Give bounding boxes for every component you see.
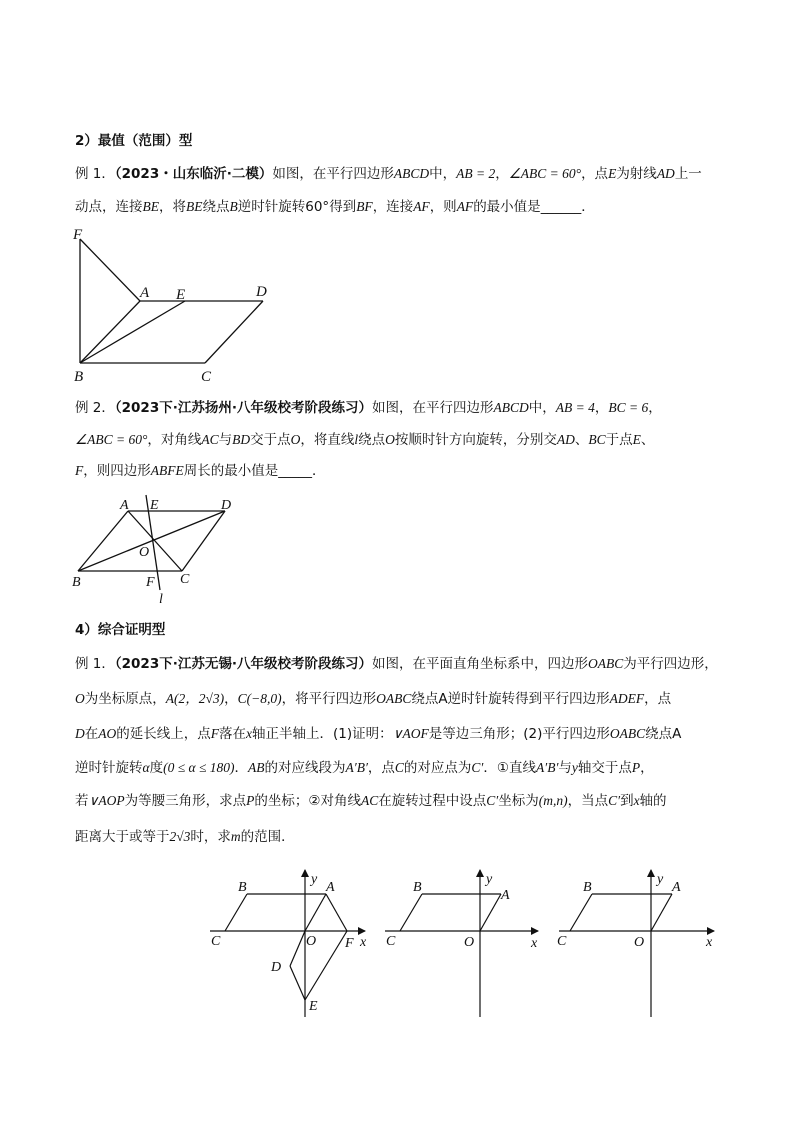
ex3-f1-seg-af bbox=[326, 894, 347, 931]
ex3-text: ，点 bbox=[367, 760, 395, 776]
ex2-o: O bbox=[385, 432, 395, 447]
ex3-text: ， bbox=[224, 691, 238, 707]
ex2-label: 例 2． bbox=[75, 400, 115, 416]
ex1-seg-ba bbox=[80, 301, 140, 363]
ex3-point-c: C(−8,0) bbox=[237, 691, 282, 706]
ex3-text: 落在 bbox=[219, 726, 246, 742]
ex3-text: 度 bbox=[149, 760, 164, 776]
ex1-af: AF bbox=[456, 199, 474, 214]
ex3-cp: C′ bbox=[608, 793, 621, 808]
ex1-line-1 bbox=[75, 164, 702, 184]
ex2-text: ，将直线 bbox=[300, 432, 355, 448]
ex2-seg-ac bbox=[128, 511, 182, 571]
ex1-b: B bbox=[229, 199, 238, 214]
ex3-text: 的坐标；②对角线 bbox=[254, 793, 361, 809]
ex2-text: 、 bbox=[640, 432, 655, 448]
ex3-f2-seg-bc bbox=[400, 894, 422, 931]
ex3-text: ，将平行四边形 bbox=[281, 691, 377, 707]
ex1-e: E bbox=[608, 166, 617, 181]
ex1-angle: ∠ABC = 60° bbox=[508, 166, 582, 181]
ex3-text: ，当点 bbox=[567, 793, 609, 809]
ex3-f1-label-d: D bbox=[271, 960, 282, 975]
ex1-text: 为射线 bbox=[616, 166, 657, 182]
ex3-f: F bbox=[210, 726, 219, 741]
ex2-label-f: F bbox=[146, 575, 155, 590]
ex1-text: 绕点 bbox=[202, 199, 230, 215]
ex3-text: ． bbox=[234, 760, 248, 776]
ex2-line-2 bbox=[75, 430, 654, 450]
ex3-text: 绕点A逆时针旋转得到平行四边形 bbox=[411, 691, 610, 707]
ex2-text: 如图，在平行四边形 bbox=[371, 400, 494, 416]
ex2-text: 交于点 bbox=[250, 432, 291, 448]
ex3-f3-seg-bc bbox=[570, 894, 592, 931]
ex3-text: 逆时针旋转 bbox=[75, 760, 143, 776]
ex3-triangle-aof: ∨AOF bbox=[392, 726, 429, 741]
ex3-point-a: A(2，2√3) bbox=[165, 691, 225, 706]
ex3-value: 2√3 bbox=[169, 829, 191, 844]
ex3-o: O bbox=[75, 691, 85, 706]
ex3-mn: (m,n) bbox=[538, 793, 568, 808]
ex3-f1-seg-de bbox=[290, 966, 305, 1000]
ex3-apbp: A′B′ bbox=[536, 760, 559, 775]
ex3-text: 若 bbox=[75, 793, 89, 809]
ex3-f1-seg-od bbox=[290, 931, 305, 966]
ex2-figure bbox=[65, 490, 245, 605]
ex2-ab: AB = 4 bbox=[555, 400, 595, 415]
ex3-f3-label-x: x bbox=[706, 935, 713, 950]
ex3-line-3 bbox=[75, 724, 681, 744]
ex3-oabc: OABC bbox=[587, 656, 624, 671]
ex3-f2-label-o: O bbox=[464, 935, 475, 950]
ex1-label-f: F bbox=[73, 227, 83, 243]
ex1-be: BE bbox=[186, 199, 203, 214]
ex3-text: 绕点A bbox=[645, 726, 682, 742]
ex3-f1-label-b: B bbox=[238, 880, 247, 895]
ex3-line-2 bbox=[75, 689, 671, 709]
ex1-ab: AB = 2 bbox=[456, 166, 496, 181]
ex2-line-1 bbox=[75, 398, 662, 418]
ex2-text: ． bbox=[312, 463, 326, 479]
ex3-f3-seg-ao bbox=[651, 894, 672, 931]
ex3-line-5 bbox=[75, 791, 667, 811]
ex3-f1-label-o: O bbox=[306, 934, 317, 949]
ex1-text: ，则 bbox=[429, 199, 457, 215]
ex3-text: 在 bbox=[84, 726, 99, 742]
ex1-label: 例 1． bbox=[75, 166, 115, 182]
ex3-text: 的范围． bbox=[240, 829, 295, 845]
ex1-figure bbox=[60, 222, 290, 387]
ex2-text: 周长的最小值是 bbox=[183, 463, 279, 479]
ex2-text: ，对角线 bbox=[147, 432, 202, 448]
ex3-text: 的对应线段为 bbox=[264, 760, 346, 776]
ex3-c: C bbox=[394, 760, 404, 775]
ex2-l: l bbox=[354, 432, 359, 447]
ex3-text: 为平行四边形， bbox=[623, 656, 718, 672]
ex3-f1-label-e: E bbox=[309, 999, 318, 1014]
ex1-text: 逆时针旋转 bbox=[237, 199, 306, 215]
ex1-seg-dc bbox=[205, 301, 263, 363]
ex2-label-c: C bbox=[180, 572, 190, 587]
ex3-text: ， bbox=[640, 760, 654, 776]
ex3-f2-label-x: x bbox=[531, 936, 538, 951]
ex3-p: P bbox=[246, 793, 255, 808]
ex3-figure-2 bbox=[380, 862, 550, 1022]
ex2-line-3 bbox=[75, 461, 326, 481]
ex3-figure-3 bbox=[554, 862, 724, 1022]
ex3-alpha-range: (0 ≤ α ≤ 180) bbox=[163, 760, 235, 775]
ex1-abcd: ABCD bbox=[393, 166, 430, 181]
ex2-text: ， bbox=[648, 400, 662, 416]
ex3-text: 是等边三角形；(2)平行四边形 bbox=[428, 726, 610, 742]
ex3-text: 为坐标原点， bbox=[84, 691, 166, 707]
ex1-label-c: C bbox=[201, 369, 212, 385]
ex3-d: D bbox=[75, 726, 85, 741]
ex1-text: 中， bbox=[429, 166, 457, 182]
ex2-label-b: B bbox=[72, 575, 81, 590]
ex3-adef: ADEF bbox=[609, 691, 645, 706]
ex2-e: E bbox=[632, 432, 641, 447]
ex3-f2-seg-ao bbox=[480, 894, 501, 931]
ex2-abfe: ABFE bbox=[150, 463, 184, 478]
ex3-f2-label-c: C bbox=[386, 934, 396, 949]
ex2-text: 于点 bbox=[605, 432, 633, 448]
ex3-text: 到 bbox=[620, 793, 634, 809]
ex2-bd: BD bbox=[232, 432, 251, 447]
ex3-x: x bbox=[246, 726, 252, 741]
ex3-text: 如图，在平面直角坐标系中，四边形 bbox=[371, 656, 588, 672]
section-heading-2: 2）最值（范围）型 bbox=[75, 133, 193, 149]
ex2-o: O bbox=[290, 432, 301, 447]
ex3-text: 轴交于点 bbox=[577, 760, 632, 776]
ex1-seg-be bbox=[80, 301, 185, 363]
ex3-source: （2023下·江苏无锡·八年级校考阶段练习） bbox=[114, 656, 372, 672]
ex3-ab: AB bbox=[248, 760, 265, 775]
ex2-bc: BC = 6 bbox=[608, 400, 649, 415]
ex3-p: P bbox=[631, 760, 641, 775]
ex2-text: 绕点 bbox=[358, 432, 386, 448]
ex2-ad: AD bbox=[556, 432, 575, 447]
ex1-text: 上一 bbox=[674, 166, 702, 182]
ex1-text: 如图，在平行四边形 bbox=[272, 166, 394, 182]
ex3-text: 轴的 bbox=[639, 793, 667, 809]
ex2-f: F bbox=[75, 463, 84, 478]
ex3-ao: AO bbox=[98, 726, 117, 741]
ex1-label-a: A bbox=[140, 285, 150, 301]
ex2-text: ， bbox=[594, 400, 609, 416]
ex2-text: 按顺时针方向旋转，分别交 bbox=[394, 432, 557, 448]
ex1-label-e: E bbox=[176, 287, 186, 303]
ex2-text: 中， bbox=[528, 400, 556, 416]
ex3-text: 时，求 bbox=[190, 829, 231, 845]
ex1-text: 得到 bbox=[329, 199, 357, 215]
ex3-f3-label-o: O bbox=[634, 935, 645, 950]
ex3-text: 的延长线上，点 bbox=[116, 726, 211, 742]
ex1-af: AF bbox=[413, 199, 430, 214]
ex3-text: 坐标为 bbox=[498, 793, 539, 809]
ex1-text: ， bbox=[495, 166, 509, 182]
ex3-cp: C′ bbox=[471, 760, 484, 775]
ex2-source: （2023下·江苏扬州·八年级校考阶段练习） bbox=[114, 400, 372, 416]
ex1-text: ． bbox=[581, 199, 595, 215]
section-heading-4: 4）综合证明型 bbox=[75, 622, 166, 638]
ex3-ac: AC bbox=[360, 793, 379, 808]
ex1-text: 动点，连接 bbox=[75, 199, 143, 215]
ex2-ac: AC bbox=[201, 432, 219, 447]
ex3-cp: C′ bbox=[486, 793, 499, 808]
ex3-text: 轴正半轴上．(1)证明： bbox=[252, 726, 393, 742]
ex3-y: y bbox=[571, 760, 578, 775]
ex3-f3-label-b: B bbox=[583, 880, 592, 895]
ex1-answer-blank: ______ bbox=[540, 199, 582, 215]
ex2-bc-2: BC bbox=[588, 432, 606, 447]
ex3-text: ，点 bbox=[644, 691, 672, 707]
ex1-text: ，点 bbox=[581, 166, 609, 182]
ex3-f2-label-b: B bbox=[413, 880, 422, 895]
ex3-text: 为等腰三角形，求点 bbox=[124, 793, 247, 809]
ex3-oabc: OABC bbox=[609, 726, 646, 741]
ex2-text: 与 bbox=[218, 432, 233, 448]
ex3-f1-label-y: y bbox=[311, 872, 318, 887]
ex3-f3-label-c: C bbox=[557, 934, 567, 949]
ex3-text: 的对应点为 bbox=[403, 760, 472, 776]
ex3-apbp: A′B′ bbox=[345, 760, 368, 775]
ex3-f1-label-f: F bbox=[345, 936, 354, 951]
ex2-answer-blank: _____ bbox=[278, 463, 312, 479]
ex3-f1-label-x: x bbox=[360, 935, 367, 950]
ex2-label-e: E bbox=[150, 498, 159, 513]
ex3-line-1 bbox=[75, 654, 718, 674]
ex1-text: 的最小值是 bbox=[473, 199, 541, 215]
ex2-label-d: D bbox=[221, 498, 232, 513]
ex1-label-b: B bbox=[74, 369, 84, 385]
ex3-f1-label-a: A bbox=[326, 880, 335, 895]
ex3-text: 在旋转过程中设点 bbox=[378, 793, 487, 809]
ex3-line-4 bbox=[75, 758, 654, 778]
ex2-label-l: l bbox=[159, 592, 163, 607]
ex1-label-d: D bbox=[256, 284, 267, 300]
ex2-seg-ab bbox=[78, 511, 128, 571]
ex3-text: ．①直线 bbox=[483, 760, 536, 776]
ex3-f2-label-a: A bbox=[501, 888, 510, 903]
ex2-abcd: ABCD bbox=[493, 400, 529, 415]
ex3-f1-label-c: C bbox=[211, 934, 221, 949]
ex1-line-2 bbox=[75, 197, 595, 217]
ex1-seg-fa bbox=[80, 239, 140, 301]
ex3-figure-1 bbox=[205, 862, 375, 1022]
ex1-be: BE bbox=[142, 199, 159, 214]
ex1-text: ，连接 bbox=[372, 199, 414, 215]
ex3-f1-seg-bc bbox=[225, 894, 247, 931]
ex3-text: 与 bbox=[558, 760, 572, 776]
ex3-label: 例 1． bbox=[75, 656, 115, 672]
ex1-text: ，将 bbox=[159, 199, 186, 215]
ex3-oabc: OABC bbox=[376, 691, 412, 706]
ex3-x: x bbox=[633, 793, 640, 808]
ex3-f3-label-a: A bbox=[672, 880, 681, 895]
ex1-source: （2023・山东临沂·二模） bbox=[114, 166, 273, 182]
ex3-text: 距离大于或等于 bbox=[75, 829, 170, 845]
ex1-ad: AD bbox=[656, 166, 675, 181]
ex2-text: ，则四边形 bbox=[83, 463, 151, 479]
ex3-triangle-aop: ∨AOP bbox=[88, 793, 125, 808]
ex2-label-o: O bbox=[139, 545, 150, 560]
ex2-label-a: A bbox=[120, 498, 129, 513]
ex3-line-6 bbox=[75, 827, 295, 847]
ex3-f1-seg-ao bbox=[305, 894, 326, 931]
ex2-angle: ∠ABC = 60° bbox=[75, 432, 148, 447]
ex1-bf: BF bbox=[356, 199, 373, 214]
ex3-f2-label-y: y bbox=[486, 872, 493, 887]
ex2-text: 、 bbox=[574, 432, 589, 448]
ex3-alpha: α bbox=[142, 760, 150, 775]
ex1-deg: 60° bbox=[305, 199, 330, 215]
ex3-m: m bbox=[230, 829, 241, 844]
ex3-f3-label-y: y bbox=[657, 872, 664, 887]
